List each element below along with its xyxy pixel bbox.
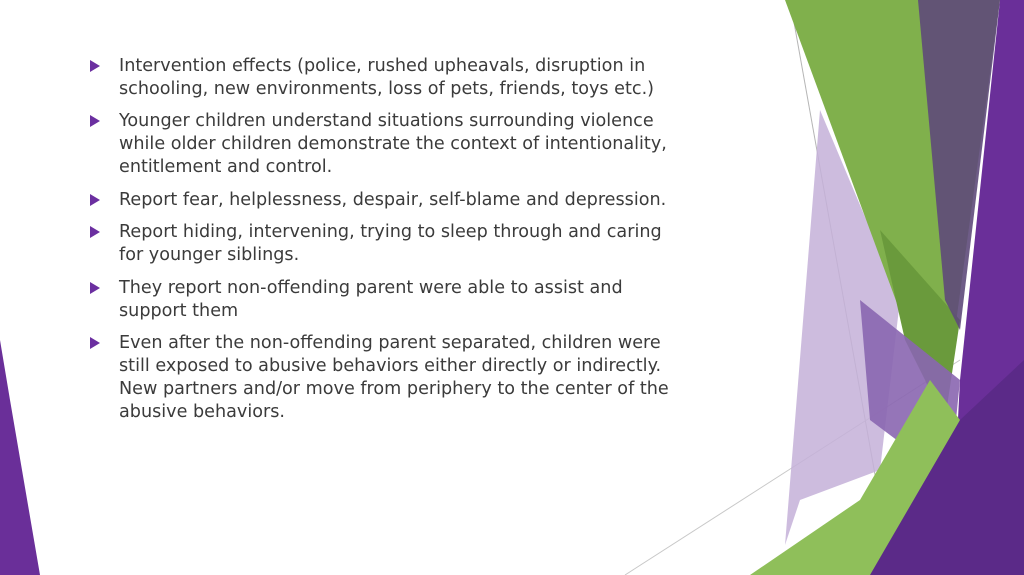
triangle-right-icon [90,60,100,72]
triangle-right-icon [90,194,100,206]
bullet-item [90,55,690,101]
bullet-text: Intervention effects (police, rushed upheavals, disruption in schooling, new environments, loss of pets, friends, toys etc.) [119,56,655,99]
bullet-text: Younger children understand situations surrounding violence while older children demonstrate the context of intentionality, entitlement and control. [119,111,667,178]
bullet-text: They report non-offending parent were able to assist and support them [119,277,623,321]
bullet-item [90,110,690,179]
bullet-list [90,55,690,433]
bullet-text: Report fear, helplessness, despair, self-blame and depression. [119,189,667,210]
left-purple-strip [0,340,40,575]
bullet-item [90,189,690,212]
bullet-text: Even after the non-offending parent separated, children were still exposed to abusive behaviors either directly or indirectly. New partners and/or move from periphery to the center of the abusive behaviors. [119,332,669,422]
triangle-right-icon [90,226,100,238]
bullet-item [90,332,690,424]
triangle-right-icon [90,115,100,127]
triangle-right-icon [90,337,100,349]
triangle-right-icon [90,282,100,294]
bullet-text: Report hiding, intervening, trying to sleep through and caring for younger siblings. [119,222,662,266]
bullet-item [90,277,690,323]
bullet-item [90,221,690,267]
